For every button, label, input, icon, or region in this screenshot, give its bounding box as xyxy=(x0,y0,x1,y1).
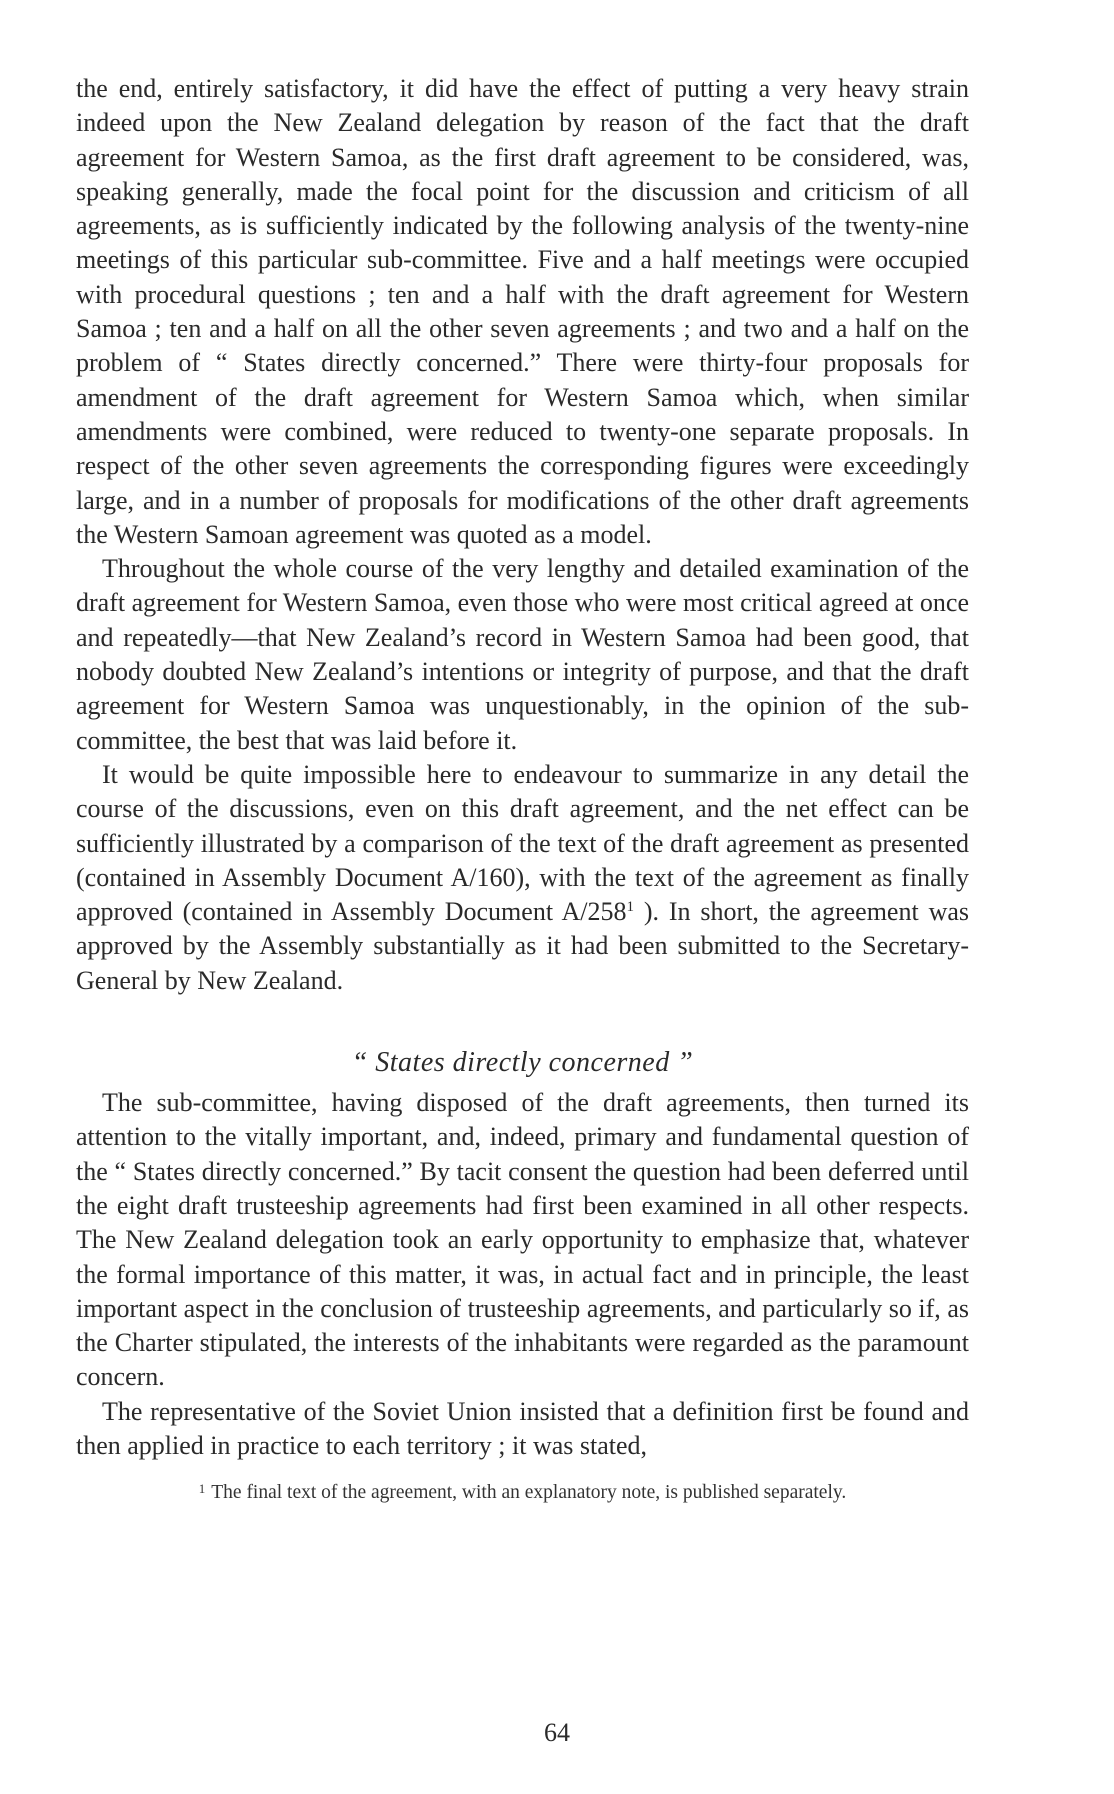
footnote-marker: 1 xyxy=(198,1481,206,1497)
page-number: 64 xyxy=(544,1718,570,1747)
page-body xyxy=(76,72,969,1505)
body-paragraph: The representative of the Soviet Union insisted that a definition first be found and then applied in practice to each territory ; it was stated, xyxy=(76,1396,969,1460)
footnote-reference: 1 xyxy=(626,899,634,916)
body-paragraph: Throughout the whole course of the very lengthy and detailed examination of the draft agreement for Western Samoa, even those who were most critical agreed at once and repeatedly—that New Zealand’s record in Western Samoa had been good, that nobody doubted New Zealand’s intentions or integrity of purpose, and that the draft agreement for Western Samoa was unquestionably, in the opinion of the sub-committee, the best that was laid before it. xyxy=(76,554,969,755)
section-heading: “ States directly concerned ” xyxy=(351,1047,694,1079)
footnote xyxy=(76,1477,969,1505)
paragraph-text: ). In short, the agreement was approved by the Assembly substantially as it had been submitted to the Secretary-General by New Zealand. xyxy=(76,897,969,995)
footnote-text: The final text of the agreement, with an explanatory note, is published separately. xyxy=(211,1482,847,1504)
body-paragraph: The sub-committee, having disposed of the draft agreements, then turned its attention to the vitally important, and, indeed, primary and fundamental question of the “ States directly concerned.” By tacit consent the question had been deferred until the eight draft trusteeship agreements had first been examined in all other respects. The New Zealand delegation took an early opportunity to emphasize that, whatever the formal importance of this matter, it was, in actual fact and in principle, the least important aspect in the conclusion of trusteeship agreements, and particularly so if, as the Charter stipulated, the interests of the inhabitants were regarded as the paramount concern. xyxy=(76,1088,969,1392)
body-paragraph: the end, entirely satisfactory, it did have the effect of putting a very heavy strain indeed upon the New Zealand delegation by reason of the fact that the draft agreement for Western Samoa, as the first draft agreement to be considered, was, speaking generally, made the focal point for the discussion and criticism of all agreements, as is sufficiently indicated by the following analysis of the twenty-nine meetings of this particular sub-committee. Five and a half meetings were occupied with procedural questions ; ten and a half with the draft agreement for Western Samoa ; ten and a half on all the other seven agreements ; and two and a half on the problem of “ States directly concerned.” There were thirty-four proposals for amendment of the draft agreement for Western Samoa which, when similar amendments were combined, were reduced to twenty-one separate proposals. In respect of the other seven agreements the corresponding figures were exceedingly large, and in a number of proposals for modifications of the other draft agreements the Western Samoan agreement was quoted as a model. xyxy=(76,74,969,549)
paragraph-text: It would be quite impossible here to endeavour to summarize in any detail the course of the discussions, even on this draft agreement, and the net effect can be sufficiently illustrated by a comparison of the text of the draft agreement as presented (contained in Assembly Document A/160), with the text of the agreement as finally approved (contained in Assembly Document A/258 xyxy=(76,759,969,927)
body-paragraph xyxy=(76,758,969,998)
